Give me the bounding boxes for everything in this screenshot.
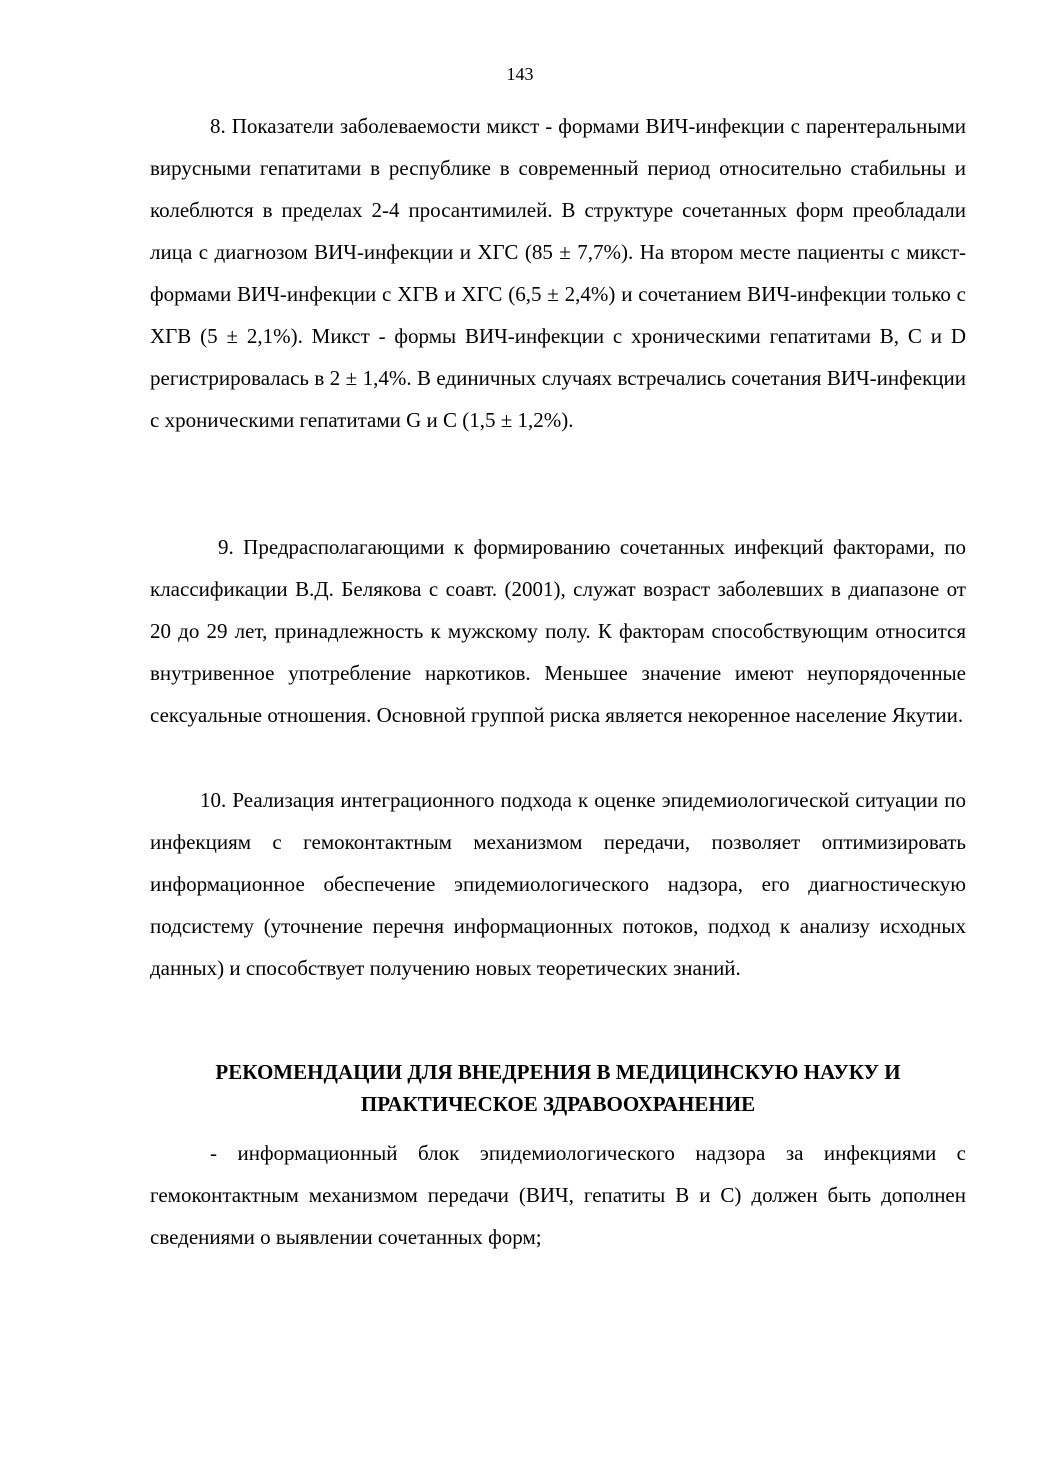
page-number: 143 [506, 64, 534, 84]
recommendation-item-text: - информационный блок эпидемиологического надзора за инфекциями с гемоконтактным механизмом передачи (ВИЧ, гепатиты В и С) должен быть дополнен сведениями о выявлении сочетанных форм; [150, 1141, 966, 1249]
paragraph-8-text: 8. Показатели заболеваемости микст - формами ВИЧ-инфекции с парентеральными вирусными гепатитами в республике в современный период относительно стабильны и колеблются в пределах 2-4 просантимилей. В структуре сочетанных форм преобладали лица с диагнозом ВИЧ-инфекции и ХГС (85 ± 7,7%). На втором месте пациенты с микст-формами ВИЧ-инфекции с ХГВ и ХГС (6,5 ± 2,4%) и сочетанием ВИЧ-инфекции только с ХГВ (5 ± 2,1%). Микст - формы ВИЧ-инфекции с хроническими гепатитами В, С и D регистрировалась в 2 ± 1,4%. В единичных случаях встречались сочетания ВИЧ-инфекции с хроническими гепатитами G и С (1,5 ± 1,2%). [150, 114, 966, 432]
paragraph-9-text: 9. Предрасполагающими к формированию сочетанных инфекций факторами, по классификации В.Д. Белякова с соавт. (2001), служат возраст заболевших в диапазоне от 20 до 29 лет, принадлежность к мужскому полу. К факторам способствующим относится внутривенное употребление наркотиков. Меньшее значение имеют неупорядоченные сексуальные отношения. Основной группой риска является некоренное население Якутии. [150, 535, 966, 727]
recommendation-item [150, 1132, 966, 1258]
paragraph-10-text: 10. Реализация интеграционного подхода к оценке эпидемиологической ситуации по инфекциям с гемоконтактным механизмом передачи, позволяет оптимизировать информационное обеспечение эпидемиологического надзора, его диагностическую подсистему (уточнение перечня информационных потоков, подход к анализу исходных данных) и способствует получению новых теоретических знаний. [150, 788, 966, 980]
recommendations-heading-line-2: ПРАКТИЧЕСКОЕ ЗДРАВООХРАНЕНИЕ [360, 1092, 756, 1116]
paragraph-8 [150, 105, 966, 441]
paragraph-10 [150, 779, 966, 989]
recommendations-heading [150, 1056, 966, 1120]
recommendations-heading-line-1: РЕКОМЕНДАЦИИ ДЛЯ ВНЕДРЕНИЯ В МЕДИЦИНСКУЮ НАУКУ И [215, 1060, 901, 1084]
paragraph-9 [150, 526, 966, 736]
